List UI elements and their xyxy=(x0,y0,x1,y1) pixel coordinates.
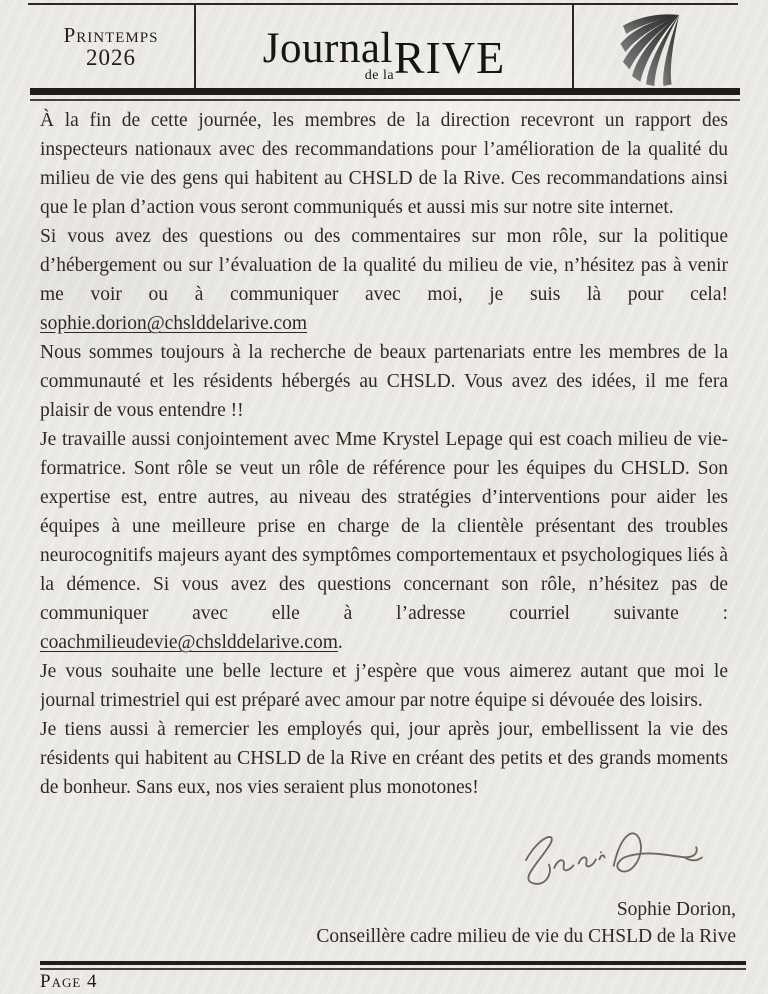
masthead xyxy=(28,5,738,89)
issue-block xyxy=(28,5,196,89)
footer-rule xyxy=(40,961,746,965)
coach-email-link[interactable]: coachmilieudevie@chslddelarive.com xyxy=(40,632,338,653)
handwritten-signature xyxy=(495,814,707,893)
paragraph-text: Si vous avez des questions ou des commentaires sur mon rôle, sur la politique d’hébergement ou sur l’évaluation de la qualité du milieu de vie, n’hésitez pas à venir me voir ou à communiquer avec moi, je suis là pour cela! xyxy=(40,226,728,305)
title-subtitle: de la xyxy=(364,68,395,83)
body-paragraph xyxy=(40,657,728,715)
issue-season: Printemps xyxy=(63,23,159,47)
body-paragraph xyxy=(40,425,728,657)
paragraph-text: Je tiens aussi à remercier les employés qui, jour après jour, embellissent la vie des résidents qui habitent au CHSLD de la Rive en créant des petits et des grands moments de bonheur. Sans eux, nos vies seraient plus monotones! xyxy=(40,719,728,798)
paragraph-text: Je travaille aussi conjointement avec Mme Krystel Lepage qui est coach milieu de vie- formatrice. Sont rôle se veut un rôle de référence pour les équipes du CHSLD. Son expertise est, entre autres, au niveau des stratégies d’interventions pour aider les équipes à une meilleure prise en charge de la clientèle présentant des troubles neurocognitifs majeurs ayant des symptômes comportementaux et psychologiques liés à la démence. Si vous avez des questions concernant son rôle, n’hésitez pas de communiquer avec elle à l’adresse courriel suivante : xyxy=(40,429,728,624)
body-paragraph xyxy=(40,338,728,425)
fan-stripes-logo-icon xyxy=(613,10,699,86)
paragraph-text: Je vous souhaite une belle lecture et j’espère que vous aimerez autant que moi le journal trimestriel qui est préparé avec amour par notre équipe si dévouée des loisirs. xyxy=(40,661,728,711)
masthead-bottom-rule xyxy=(30,88,740,95)
signoff-name: Sophie Dorion, xyxy=(616,899,736,920)
body-paragraph xyxy=(40,106,728,222)
issue-year: 2026 xyxy=(86,45,136,70)
signoff-block xyxy=(316,896,736,950)
logo-cell xyxy=(572,5,738,89)
paragraph-text: Nous sommes toujours à la recherche de beaux partenariats entre les membres de la communauté et les résidents hébergés au CHSLD. Vous avez des idées, il me fera plaisir de vous entendre !! xyxy=(40,342,728,421)
journal-title xyxy=(196,5,572,89)
body-paragraph xyxy=(40,715,728,802)
title-name: RIVE xyxy=(393,32,506,83)
paragraph-text: À la fin de cette journée, les membres de la direction recevront un rapport des inspecteurs nationaux avec des recommandations pour l’amélioration de la qualité du milieu de vie des gens qui habitent au CHSLD de la Rive. Ces recommandations ainsi que le plan d’action vous seront communiqués et aussi mis sur notre site internet. xyxy=(40,110,728,218)
signoff-role: Conseillère cadre milieu de vie du CHSLD de la Rive xyxy=(316,926,736,947)
page-number: Page 4 xyxy=(40,971,98,992)
title-main: Journal xyxy=(262,25,393,72)
paragraph-text: . xyxy=(337,632,343,653)
footer-thin-rule xyxy=(40,968,746,970)
masthead-bottom-thin-rule xyxy=(30,99,740,101)
article-body xyxy=(40,106,728,836)
body-paragraph xyxy=(40,222,728,338)
sophie-email-link[interactable]: sophie.dorion@chslddelarive.com xyxy=(40,313,308,334)
